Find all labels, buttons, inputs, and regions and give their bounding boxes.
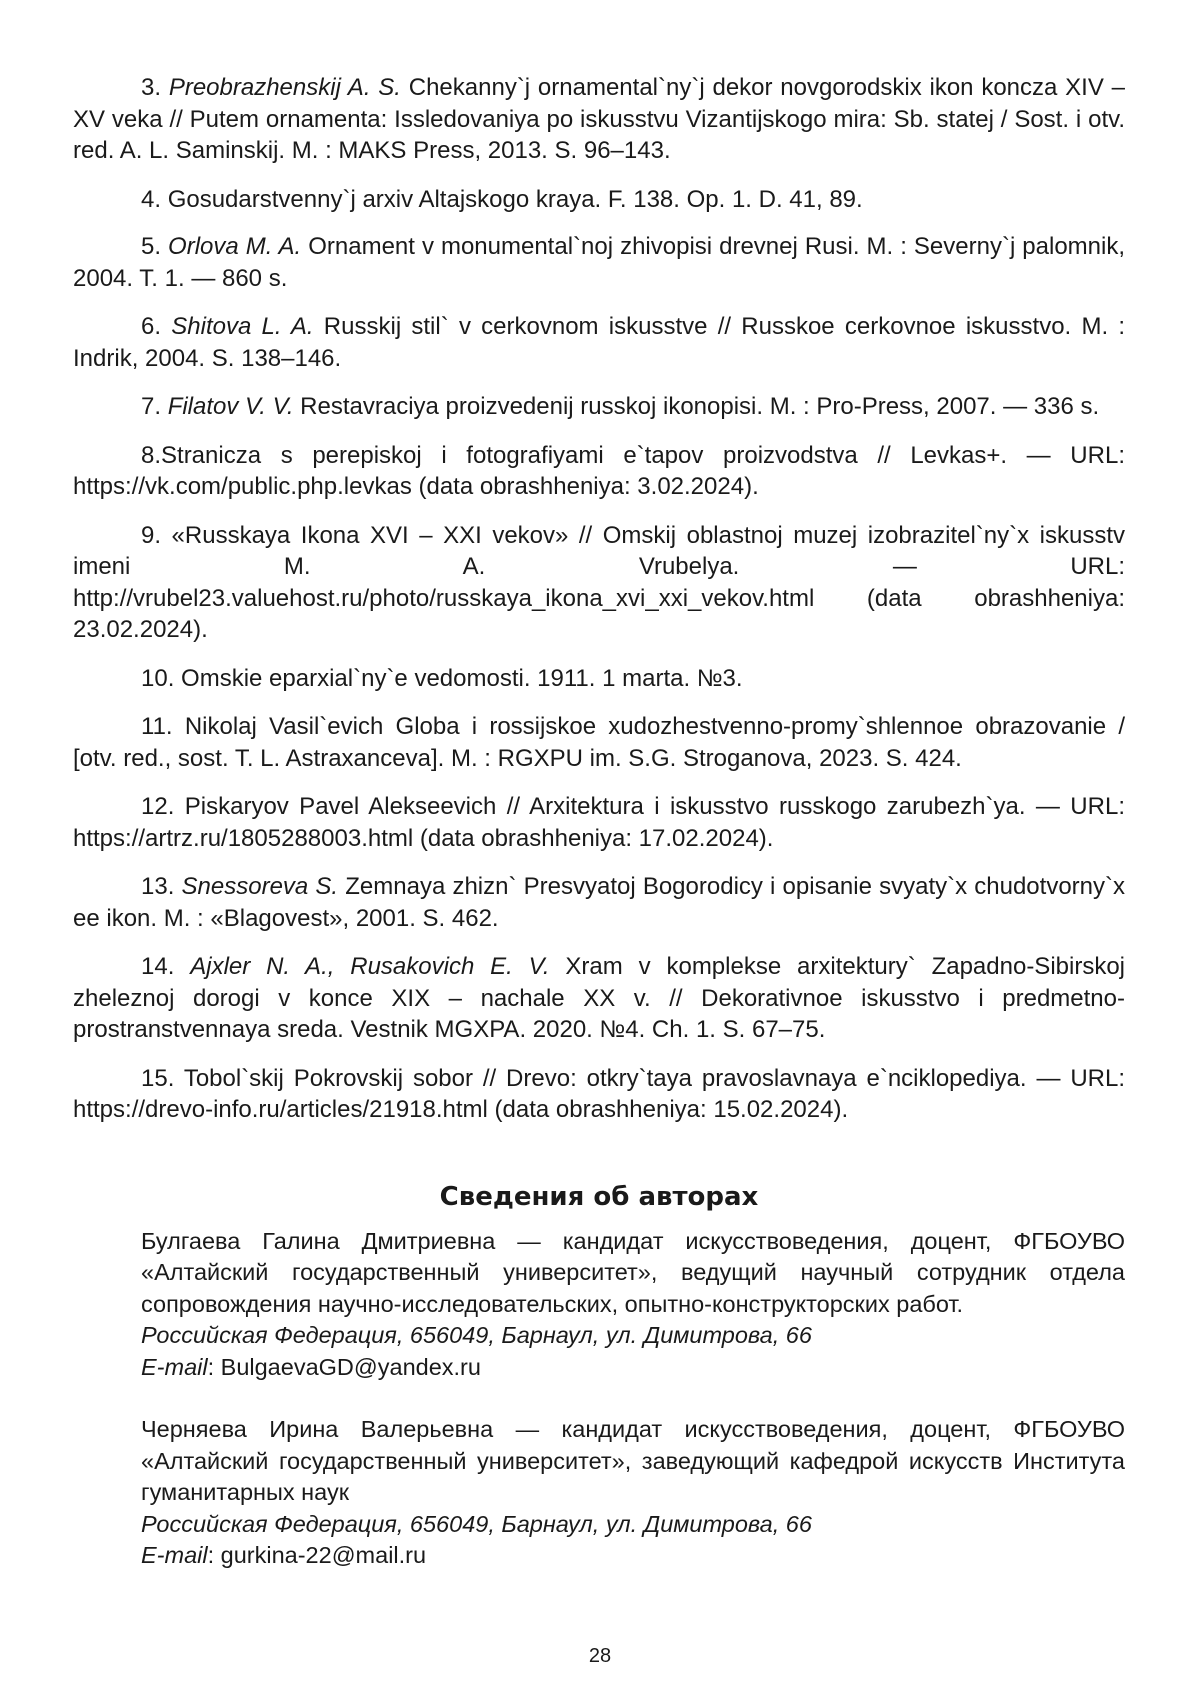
reference-item: 8.Stranicza s perepiskoj i fotografiyami e`tapov proizvodstva // Levkas+. — URL: https://vk.com/public.php.levkas (data obrashheniya: 3.02.2024).	[73, 441, 1125, 500]
reference-item: 3. Preobrazhenskij A. S. Chekanny`j ornamental`ny`j dekor novgorodskix ikon koncza XIV – XV veka // Putem ornamenta: Issledovaniya po iskusstvu Vizantijskogo mira: Sb. statej / Sost. i otv. red. A. L. Saminskij. M. : MAKS Press, 2013. S. 96–143.	[73, 74, 1125, 164]
author-address: Российская Федерация, 656049, Барнаул, ул. Димитрова, 66	[141, 1510, 812, 1537]
reference-item: 12. Piskaryov Pavel Alekseevich // Arxitektura i iskusstvo russkogo zarubezh`ya. — URL: https://artrz.ru/1805288003.html (data obrashheniya: 17.02.2024).	[73, 793, 1125, 852]
reference-item: 4. Gosudarstvenny`j arxiv Altajskogo kraya. F. 138. Op. 1. D. 41, 89.	[141, 185, 863, 213]
reference-item: 9. «Russkaya Ikona XVI – XXI vekov» // Omskij oblastnoj muzej izobrazitel`ny`x iskusstv imeni M. A. Vrubelya. — URL: http://vrubel23.valuehost.ru/photo/russkaya_ikona_xvi_xxi_vekov.html (data obrashheniya: 23.02.2024).	[73, 521, 1126, 643]
reference-item: 15. Tobol`skij Pokrovskij sobor // Drevo: otkry`taya pravoslavnaya e`nciklopediya. — URL: https://drevo-info.ru/articles/21918.html (data obrashheniya: 15.02.2024).	[73, 1064, 1125, 1123]
reference-item: 5. Orlova M. A. Ornament v monumental`noj zhivopisi drevnej Rusi. M. : Severny`j palomnik, 2004. T. 1. — 860 s.	[73, 233, 1126, 292]
author-block	[141, 1226, 1125, 1384]
reference-item: 10. Omskie eparxial`ny`e vedomosti. 1911. 1 marta. №3.	[141, 664, 743, 692]
author-bio: Булгаева Галина Дмитриевна — кандидат искусствоведения, доцент, ФГБОУВО «Алтайский государственный университет», ведущий научный сотрудник отдела сопровождения научно-исследовательских, опытно-конструкторских работ.	[141, 1227, 1125, 1317]
author-block	[141, 1414, 1125, 1572]
page-content	[73, 72, 1125, 1572]
authors-heading: Сведения об авторах	[439, 1181, 759, 1212]
author-email: E-mail: BulgaevaGD@yandex.ru	[141, 1353, 481, 1380]
author-bio: Черняева Ирина Валерьевна — кандидат искусствоведения, доцент, ФГБОУВО «Алтайский государственный университет», заведующий кафедрой искусств Института гуманитарных наук	[141, 1416, 1125, 1505]
reference-item: 7. Filatov V. V. Restavraciya proizvedenij russkoj ikonopisi. M. : Pro-Press, 2007. — 336 s.	[141, 393, 1100, 420]
reference-item: 6. Shitova L. A. Russkij stil` v cerkovnom iskusstve // Russkoe cerkovnoe iskusstvo. M. : Indrik, 2004. S. 138–146.	[73, 313, 1126, 372]
reference-item: 14. Ajxler N. A., Rusakovich E. V. Xram v komplekse arxitektury` Zapadno-Sibirskoj zheleznoj dorogi v konce XIX – nachale XX v. // Dekorativnoe iskusstvo i predmetno-prostranstvennaya sreda. Vestnik MGXPA. 2020. №4. Ch. 1. S. 67–75.	[73, 953, 1125, 1043]
reference-list	[73, 72, 1125, 1126]
page-number: 28	[588, 1645, 612, 1667]
reference-item: 13. Snessoreva S. Zemnaya zhizn` Presvyatoj Bogorodicy i opisanie svyaty`x chudotvorny`x ee ikon. M. : «Blagovest», 2001. S. 462.	[73, 873, 1125, 932]
author-address: Российская Федерация, 656049, Барнаул, ул. Димитрова, 66	[141, 1322, 812, 1348]
author-email: E-mail: gurkina-22@mail.ru	[141, 1542, 427, 1568]
reference-item: 11. Nikolaj Vasil`evich Globa i rossijskoe xudozhestvenno-promy`shlennoe obrazovanie / [otv. red., sost. T. L. Astraxanceva]. M. : RGXPU im. S.G. Stroganova, 2023. S. 424.	[73, 713, 1125, 772]
